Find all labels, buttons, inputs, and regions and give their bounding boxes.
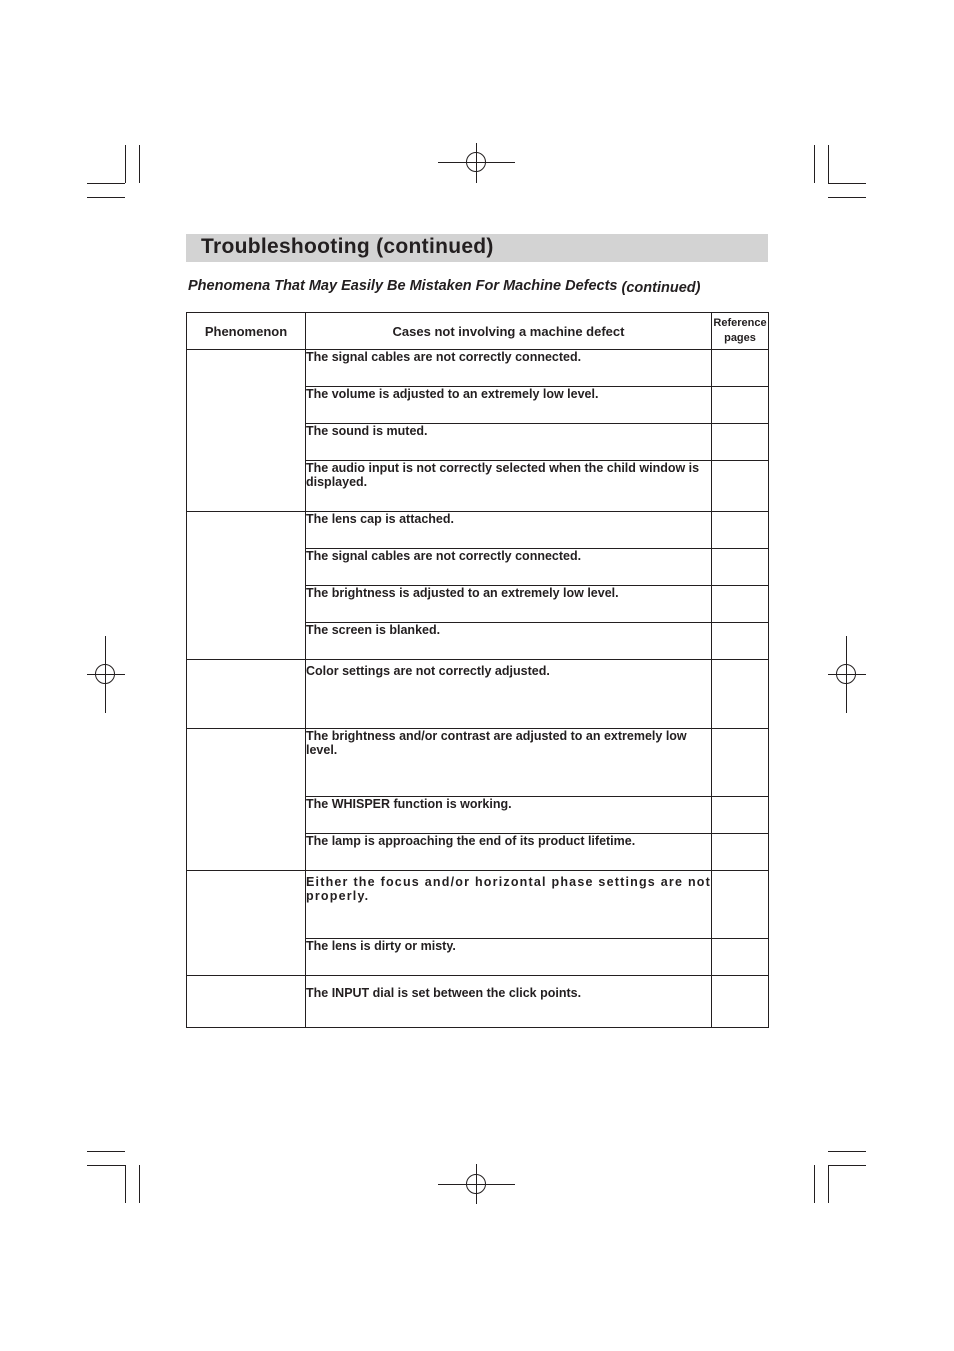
phenomenon-cell: [187, 976, 306, 1028]
reference-cell: [712, 729, 769, 797]
crop-mark: [125, 145, 126, 183]
table-row: [187, 660, 769, 729]
registration-mark: [836, 664, 856, 684]
table-header-row: [187, 313, 769, 350]
phenomenon-cell: [187, 729, 306, 871]
case-cell: The lens cap is attached.: [306, 512, 712, 549]
registration-mark: [95, 664, 115, 684]
section-subtitle-continued: (continued): [621, 280, 701, 296]
case-cell: The lens is dirty or misty.: [306, 939, 712, 976]
reference-cell: [712, 387, 769, 424]
phenomenon-cell: [187, 350, 306, 512]
case-cell: The volume is adjusted to an extremely low level.: [306, 387, 712, 424]
crop-mark: [828, 1151, 866, 1152]
reference-cell: [712, 660, 769, 729]
table-row: [187, 350, 769, 387]
table-row: [187, 729, 769, 797]
crop-mark: [125, 1165, 126, 1203]
case-cell: The signal cables are not correctly connected.: [306, 350, 712, 387]
case-cell: The lamp is approaching the end of its product lifetime.: [306, 834, 712, 871]
crop-mark: [87, 1151, 125, 1152]
header-reference: Reference pages: [712, 313, 769, 350]
crop-mark: [87, 1165, 125, 1166]
case-cell: Either the focus and/or horizontal phase settings are not properly.: [306, 871, 712, 939]
reference-cell: [712, 939, 769, 976]
crop-mark: [814, 1165, 815, 1203]
header-cases: Cases not involving a machine defect: [306, 313, 712, 350]
table-row: [187, 512, 769, 549]
crop-mark: [814, 145, 815, 183]
case-cell: The brightness and/or contrast are adjusted to an extremely low level.: [306, 729, 712, 797]
crop-mark: [828, 197, 866, 198]
table-row: [187, 976, 769, 1028]
section-subtitle-text: Phenomena That May Easily Be Mistaken For Machine Defects: [188, 278, 618, 294]
crop-mark: [828, 183, 866, 184]
case-cell: Color settings are not correctly adjusted.: [306, 660, 712, 729]
phenomenon-cell: [187, 871, 306, 976]
crop-mark: [828, 1165, 866, 1166]
case-cell: The sound is muted.: [306, 424, 712, 461]
crop-mark: [828, 1165, 829, 1203]
page-title: Troubleshooting (continued): [201, 235, 494, 258]
case-cell: The signal cables are not correctly connected.: [306, 549, 712, 586]
case-cell: The audio input is not correctly selected when the child window is displayed.: [306, 461, 712, 512]
case-cell: The screen is blanked.: [306, 623, 712, 660]
phenomenon-cell: [187, 512, 306, 660]
crop-mark: [828, 145, 829, 183]
crop-mark: [139, 145, 140, 183]
header-phenomenon: Phenomenon: [187, 313, 306, 350]
reference-cell: [712, 424, 769, 461]
section-subtitle: [188, 278, 700, 294]
registration-mark: [466, 1174, 486, 1194]
reference-cell: [712, 586, 769, 623]
page-title-bar: [186, 234, 768, 262]
registration-mark: [466, 152, 486, 172]
case-cell: The WHISPER function is working.: [306, 797, 712, 834]
crop-mark: [87, 183, 125, 184]
reference-cell: [712, 512, 769, 549]
reference-cell: [712, 834, 769, 871]
crop-mark: [87, 197, 125, 198]
reference-cell: [712, 461, 769, 512]
reference-cell: [712, 976, 769, 1028]
case-cell: The brightness is adjusted to an extremely low level.: [306, 586, 712, 623]
reference-cell: [712, 797, 769, 834]
crop-mark: [139, 1165, 140, 1203]
reference-cell: [712, 549, 769, 586]
troubleshooting-table: [186, 312, 769, 1028]
reference-cell: [712, 350, 769, 387]
reference-cell: [712, 871, 769, 939]
case-cell: The INPUT dial is set between the click points.: [306, 976, 712, 1028]
phenomenon-cell: [187, 660, 306, 729]
reference-cell: [712, 623, 769, 660]
table-row: [187, 871, 769, 939]
